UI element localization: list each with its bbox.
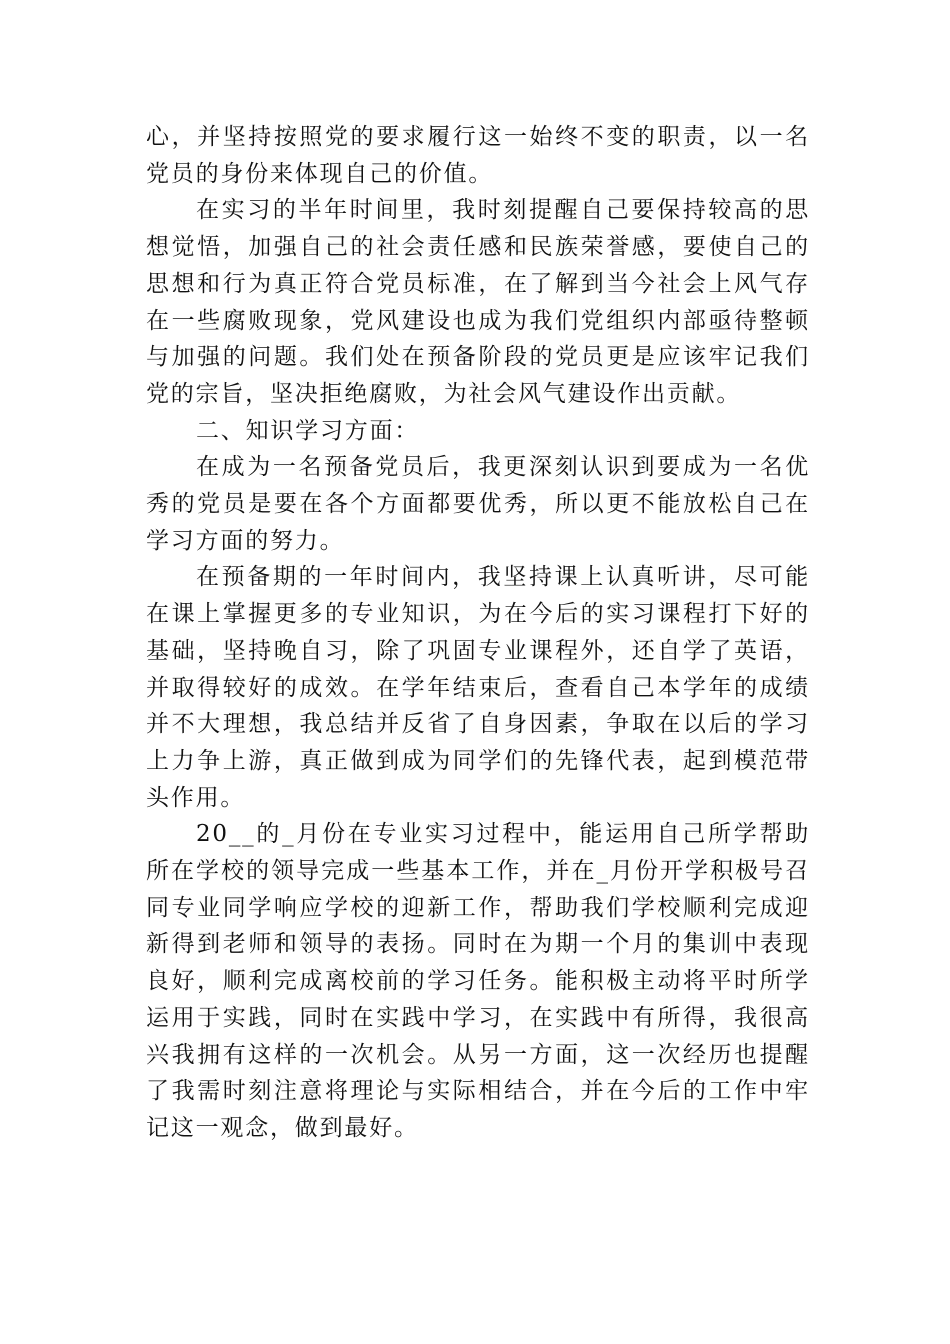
paragraph-continuation: 心，并坚持按照党的要求履行这一始终不变的职责，以一名党员的身份来体现自己的价值。: [146, 124, 810, 187]
section-heading-knowledge: 二、知识学习方面：: [196, 417, 420, 444]
document-body: [146, 119, 810, 1147]
paragraph-study: 在预备期的一年时间内，我坚持课上认真听讲，尽可能在课上掌握更多的专业知识，为在今后的实习课程打下好的基础，坚持晚自习，除了巩固专业课程外，还自学了英语，并取得较好的成效。在学年结束后，查看自己本学年的成绩并不大理想，我总结并反省了自身因素，争取在以后的学习上力争上游，真正做到成为同学们的先锋代表，起到模范带头作用。: [146, 564, 810, 811]
paragraph-practice: 20__的_月份在专业实习过程中，能运用自己所学帮助所在学校的领导完成一些基本工作，并在_月份开学积极号召同专业同学响应学校的迎新工作，帮助我们学校顺利完成迎新得到老师和领导的表扬。同时在为期一个月的集训中表现良好，顺利完成离校前的学习任务。能积极主动将平时所学运用于实践，同时在实践中学习，在实践中有所得，我很高兴我拥有这样的一次机会。从另一方面，这一次经历也提醒了我需时刻注意将理论与实际相结合，并在今后的工作中牢记这一观念，做到最好。: [146, 821, 810, 1141]
paragraph-internship: 在实习的半年时间里，我时刻提醒自己要保持较高的思想觉悟，加强自己的社会责任感和民族荣誉感，要使自己的思想和行为真正符合党员标准，在了解到当今社会上风气存在一些腐败现象，党风建设也成为我们党组织内部亟待整顿与加强的问题。我们处在预备阶段的党员更是应该牢记我们党的宗旨，坚决拒绝腐败，为社会风气建设作出贡献。: [146, 197, 810, 407]
paragraph-probationary: 在成为一名预备党员后，我更深刻认识到要成为一名优秀的党员是要在各个方面都要优秀，所以更不能放松自己在学习方面的努力。: [146, 454, 810, 554]
